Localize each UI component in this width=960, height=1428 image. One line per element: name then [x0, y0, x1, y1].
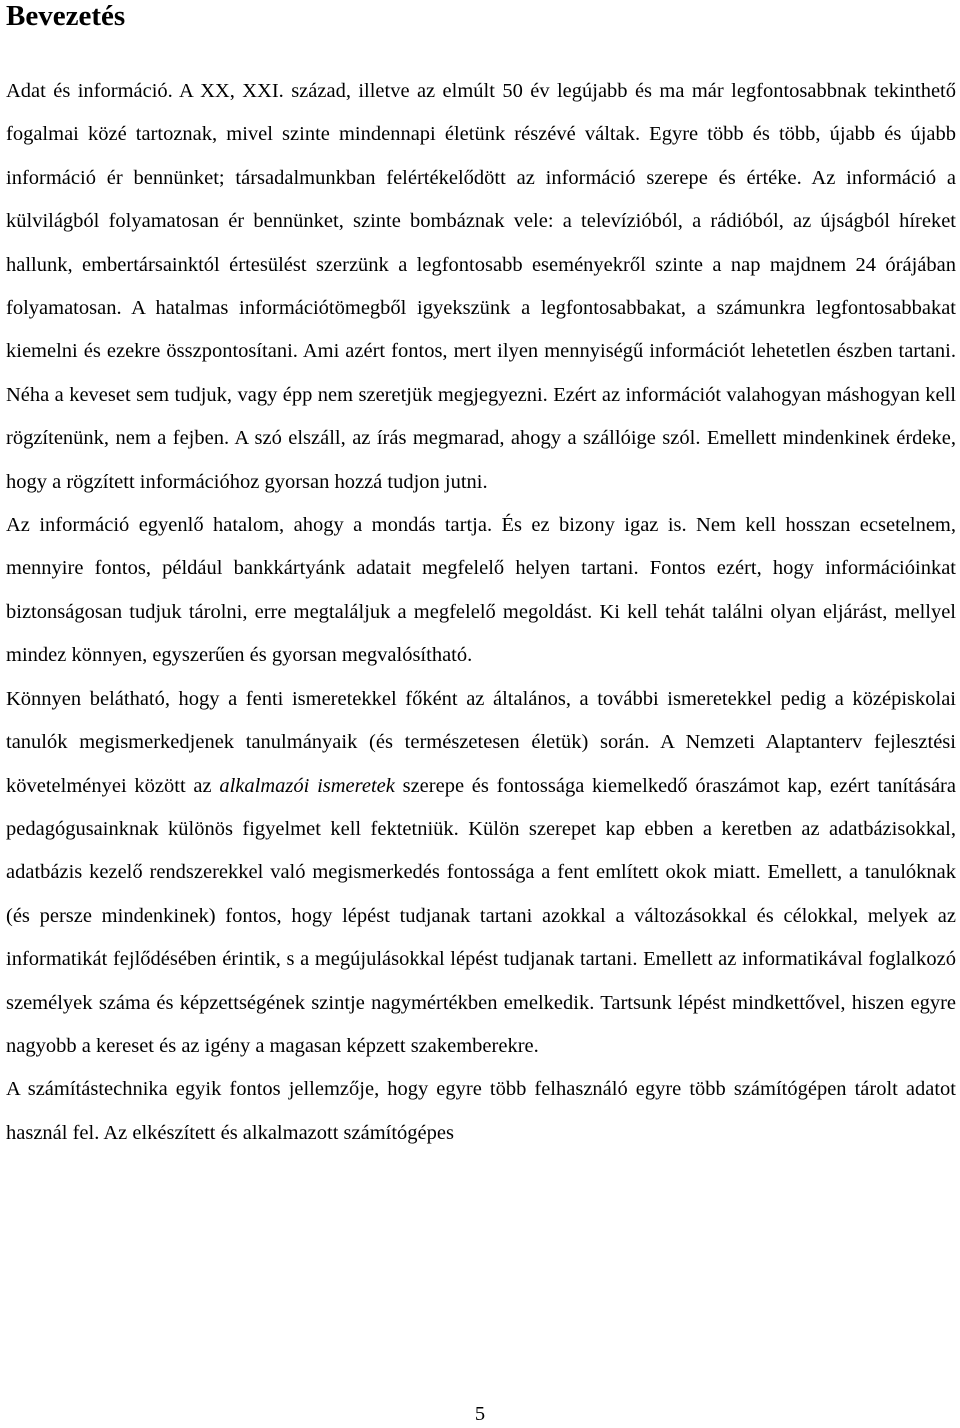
paragraph-computing: A számítástechnika egyik fontos jellemzője, hogy egyre több felhasználó egyre több számítógépen tárolt adatot használ fel. Az elkészített és alkalmazott számítógépes — [6, 1078, 956, 1144]
paragraph-curriculum — [6, 678, 956, 1069]
paragraph-intro: Adat és információ. A XX, XXI. század, illetve az elmúlt 50 év legújabb és ma már legfontosabbnak tekinthető fogalmai közé tartoznak, mivel szinte mindennapi életünk részévé váltak. Egyre több és több, újabb és újabb információ ér bennünket; társadalmunkban felértékelődött az információ szerepe és értéke. Az információ a külvilágból folyamatosan ér bennünket, szinte bombáznak vele: a televízióból, a rádióból, az újságból híreket hallunk, embertársainktól értesülést szerzünk a legfontosabb eseményekről szinte a nap majdnem 24 órájában folyamatosan. A hatalmas információtömegből igyekszünk a legfontosabbakat, a számunkra legfontosabbakat kiemelni és ezekre összpontosítani. Ami azért fontos, mert ilyen mennyiségű információt lehetetlen észben tartani. Néha a keveset sem tudjuk, vagy épp nem szeretjük megjegyezni. Ezért az információt valahogyan máshogyan kell rögzítenünk, nem a fejben. A szó elszáll, az írás megmarad, ahogy a szállóige szól. Emellett mindenkinek érdeke, hogy a rögzített információhoz gyorsan hozzá tudjon jutni. — [6, 80, 956, 493]
paragraph-curriculum-part-1: Könnyen belátható, hogy a fenti ismeretekkel főként az általános, a további ismeretekkel pedig a középiskolai tanulók megismerkedjenek tanulmányaik (és természetesen életük) során. A Nemzeti Alaptanterv fejlesztési követelményei között az — [6, 687, 956, 797]
body-text — [6, 70, 956, 1155]
paragraph-curriculum-part-2: szerepe és fontossága kiemelkedő óraszámot kap, ezért tanítására pedagógusainknak különös figyelmet kell fektetniük. Külön szerepet kap ebben a keretben az adatbázisokkal, adatbázis kezelő rendszerekkel való megismerkedés fontossága a fent említett okok miatt. Emellett, a tanulóknak (és persze mindenkinek) fontos, hogy lépést tudjanak tartani azokkal a változásokkal és célokkal, melyek az informatikát fejlődésében érintik, s a megújulásokkal lépést tudjanak tartani. Emellett az informatikával foglalkozó személyek száma és képzettségének szintje nagymértékben emelkedik. Tartsunk lépést mindkettővel, hiszen egyre nagyobb a kereset és az igény a magasan képzett szakemberekre. — [6, 774, 956, 1057]
paragraph-information-power: Az információ egyenlő hatalom, ahogy a mondás tartja. És ez bizony igaz is. Nem kell hosszan ecsetelnem, mennyire fontos, például bankkártyánk adatait megfelelő helyen tartani. Fontos ezért, hogy információinkat biztonságosan tudjuk tárolni, erre megtaláljuk a megfelelő megoldást. Ki kell tehát találni olyan eljárást, mellyel mindez könnyen, egyszerűen és gyorsan megvalósítható. — [6, 514, 956, 667]
page-title: Bevezetés — [6, 0, 126, 32]
page-number: 5 — [474, 1403, 486, 1425]
italic-term: alkalmazói ismeretek — [219, 774, 395, 797]
